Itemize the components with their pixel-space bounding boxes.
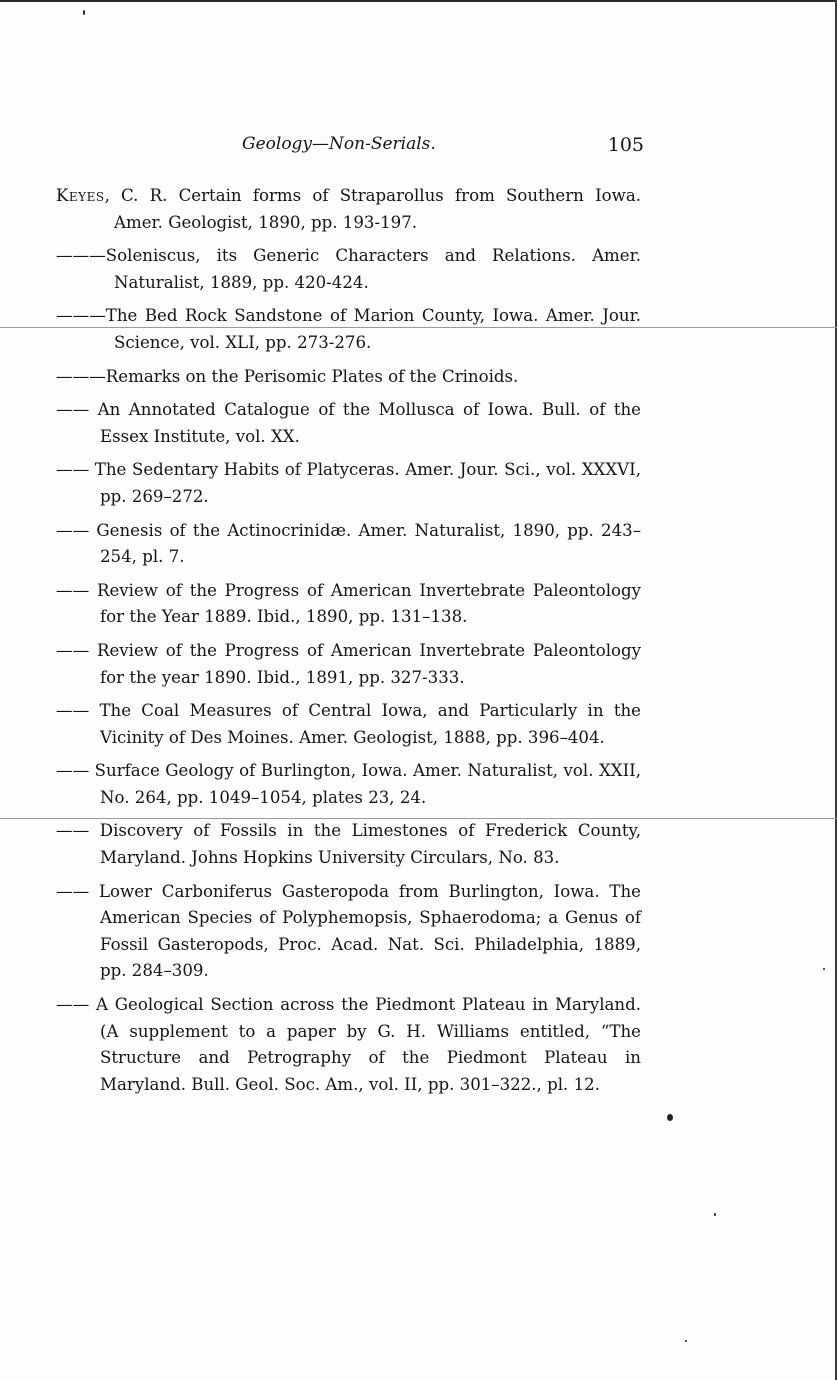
- bibliography-entry: [56, 879, 641, 985]
- ink-speck: [667, 1114, 673, 1121]
- running-header: [56, 134, 646, 160]
- entry-text: —— Surface Geology of Burlington, Iowa. Amer. Naturalist, vol. XXII, No. 264, pp. 1049–1054, plates 23, 24.: [56, 761, 641, 807]
- page-number: 105: [607, 134, 644, 156]
- ink-speck: [83, 10, 85, 15]
- entry-text: —— An Annotated Catalogue of the Mollusca of Iowa. Bull. of the Essex Institute, vol. XX.: [56, 400, 641, 446]
- bibliography-entry: [56, 243, 641, 296]
- entry-text: —— Review of the Progress of American Invertebrate Paleontology for the year 1890. Ibid., 1891, pp. 327-333.: [56, 640, 641, 687]
- author-name: Keyes: [56, 186, 105, 205]
- entry-text: —— The Coal Measures of Central Iowa, and Particularly in the Vicinity of Des Moines. Amer. Geologist, 1888, pp. 396–404.: [56, 701, 641, 747]
- bibliography-entry: [56, 992, 641, 1098]
- entry-text: ———Remarks on the Perisomic Plates of the Crinoids.: [56, 366, 519, 386]
- bibliography-entry: [56, 758, 641, 811]
- bibliography-list: [56, 183, 641, 1105]
- bibliography-entry: [56, 518, 641, 571]
- bibliography-entry: [56, 183, 641, 236]
- bibliography-entry: [56, 818, 641, 871]
- running-title: Geology—Non-Serials.: [242, 134, 436, 154]
- bibliography-entry: [56, 364, 641, 391]
- entry-text: —— Genesis of the Actinocrinidæ. Amer. Naturalist, 1890, pp. 243–254, pl. 7.: [56, 520, 641, 567]
- bibliography-entry: [56, 578, 641, 631]
- ink-speck: [714, 1213, 716, 1216]
- ink-speck: [823, 968, 825, 970]
- entry-text: —— Lower Carboniferus Gasteropoda from Burlington, Iowa. The American Species of Polyphemopsis, Sphaerodoma; a Genus of Fossil Gasteropods, Proc. Acad. Nat. Sci. Philadelphia, 1889, pp. 284–309.: [56, 881, 641, 981]
- entry-text: —— Review of the Progress of American Invertebrate Paleontology for the Year 1889. Ibid., 1890, pp. 131–138.: [56, 580, 641, 627]
- bibliography-entry: [56, 638, 641, 691]
- entry-text: —— The Sedentary Habits of Platyceras. Amer. Jour. Sci., vol. XXXVI, pp. 269–272.: [56, 460, 641, 506]
- ink-speck: [685, 1340, 687, 1342]
- entry-text: ———Soleniscus, its Generic Characters and Relations. Amer. Naturalist, 1889, pp. 420-424.: [56, 246, 641, 292]
- bibliography-entry: [56, 303, 641, 356]
- entry-text: —— Discovery of Fossils in the Limestones of Frederick County, Maryland. Johns Hopkins University Circulars, No. 83.: [56, 821, 641, 868]
- bibliography-entry: [56, 457, 641, 510]
- page-top-edge: [0, 0, 837, 2]
- entry-text: —— A Geological Section across the Piedmont Plateau in Maryland. (A supplement to a paper by G. H. Williams entitled, “The Structure and Petrography of the Piedmont Plateau in Maryland. Bull. Geol. Soc. Am., vol. II, pp. 301–322., pl. 12.: [56, 995, 641, 1094]
- entry-text: , C. R. Certain forms of Straparollus from Southern Iowa. Amer. Geologist, 1890, pp. 193-197.: [104, 186, 641, 232]
- entry-text: ———The Bed Rock Sandstone of Marion County, Iowa. Amer. Jour. Science, vol. XLI, pp. 273-276.: [56, 306, 641, 352]
- bibliography-entry: [56, 397, 641, 450]
- bibliography-entry: [56, 698, 641, 751]
